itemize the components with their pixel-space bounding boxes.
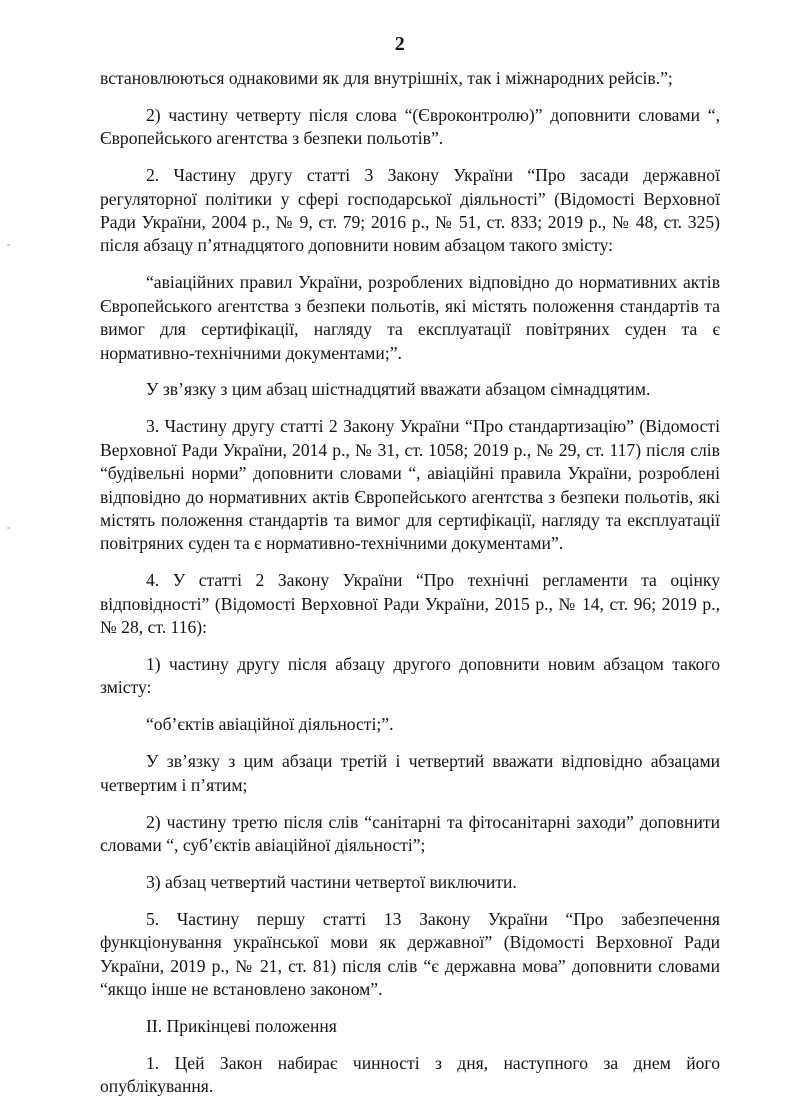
paragraph-continuation: встановлюються однаковими як для внутрішніх, так і міжнародних рейсів.”; — [100, 68, 673, 88]
paragraph-aviation-objects-quote: “об’єктів авіаційної діяльності;”. — [146, 714, 394, 735]
paragraph-technical-regulations-law: 4. У статті 2 Закону України “Про технічні регламенти та оцінку відповідності” (Відомості Верховної Ради України, 2015 р., № 14, ст. 96; 2019 р., № 28, ст. 116): — [100, 570, 720, 638]
paragraph-renumbering-third-fourth: У зв’язку з цим абзаци третій і четвертий вважати відповідно абзацами четвертим і п’ятим; — [100, 751, 720, 795]
paragraph-regulatory-policy-law: 2. Частину другу статті 3 Закону України “Про засади державної регуляторної політики у сфері господарської діяльності” (Відомості Верховної Ради України, 2004 р., № 9, ст. 79; 2016 р., № 51, ст. 833; 2019 р., № 48, ст. 325) після абзацу п’ятнадцятого доповнити новим абзацом такого змісту: — [100, 165, 720, 256]
paragraph-standardization-law: 3. Частину другу статті 2 Закону України “Про стандартизацію” (Відомості Верховної Ради України, 2014 р., № 31, ст. 1058; 2019 р., № 29, ст. 117) після слів “будівельні норми” доповнити словами “, авіаційні правила України, розроблені відповідно до нормативних актів Європейського агентства з безпеки польотів, які містять положення стандартів та вимог для сертифікації, нагляду та експлуатації повітряних суден та є нормативно-технічними документами”. — [100, 416, 720, 554]
section-heading-final-provisions: ІІ. Прикінцеві положення — [146, 1015, 337, 1036]
paragraph-aviation-rules-quote: “авіаційних правил України, розроблених відповідно до нормативних актів Європейського агентства з безпеки польотів, які містять положення стандартів та вимог для сертифікації, нагляду та експлуатації повітряних суден та є нормативно-технічними документами;”. — [100, 272, 720, 363]
page-number: 2 — [394, 33, 406, 55]
scan-artifact-mark — [7, 244, 10, 246]
paragraph-renumbering-sixteenth: У зв’язку з цим абзац шістнадцятий вважати абзацом сімнадцятим. — [146, 379, 651, 400]
paragraph-part-two-addition: 1) частину другу після абзацу другого доповнити новим абзацом такого змісту: — [100, 654, 720, 698]
paragraph-amendment-eurocontrol: 2) частину четверту після слова “(Євроконтролю)” доповнити словами “, Європейського агентства з безпеки польотів”. — [100, 104, 720, 149]
paragraph-exclude-fourth: 3) абзац четвертий частини четвертої виключити. — [146, 871, 517, 892]
scan-artifact-mark — [7, 527, 10, 529]
paragraph-part-three-addition: 2) частину третю після слів “санітарні та фітосанітарні заходи” доповнити словами “, суб’єктів авіаційної діяльності”; — [100, 811, 720, 855]
paragraph-entry-into-force: 1. Цей Закон набирає чинності з дня, наступного за днем його опублікування. — [100, 1052, 720, 1097]
document-body — [100, 67, 720, 1112]
paragraph-language-law: 5. Частину першу статті 13 Закону України “Про забезпечення функціонування української мови як державної” (Відомості Верховної Ради України, 2019 р., № 21, ст. 81) після слів “є державна мова” доповнити словами “якщо інше не встановлено законом”. — [100, 908, 720, 999]
